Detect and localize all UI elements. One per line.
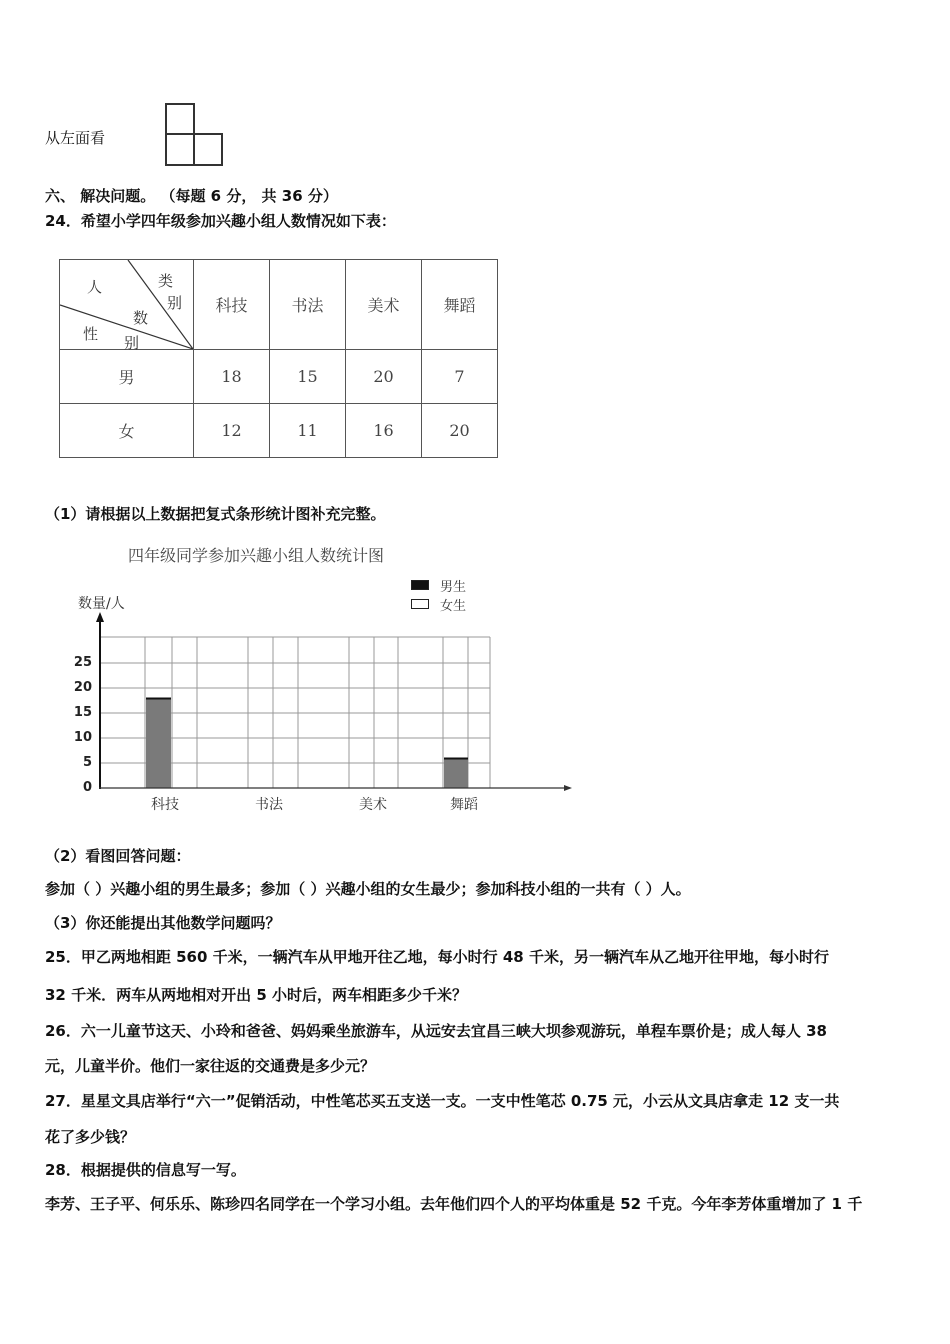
bar-boys-wudao [444,758,468,788]
table-cell: 20 [422,404,498,458]
section-heading: 六、 解决问题。 （每题 6 分， 共 36 分） [45,187,338,205]
view-label: 从左面看 [45,129,106,147]
q28-line1: 28．根据提供的信息写一写。 [45,1161,246,1179]
x-tick: 科技 [151,797,179,813]
table-cell: 11 [270,404,346,458]
q24-part1: （1）请根据以上数据把复式条形统计图补充完整。 [45,505,386,523]
row-label: 男 [60,350,194,404]
corner-label-bie1: 别 [167,294,183,312]
corner-label-bie2: 别 [124,334,140,352]
corner-label-ren: 人 [87,278,103,296]
column-header: 书法 [270,260,346,350]
q27-line1: 27．星星文具店举行“六一”促销活动，中性笔芯买五支送一支。一支中性笔芯 0.75 元，小云从文具店拿走 12 支一共 [45,1092,840,1110]
q25-line2: 32 千米．两车从两地相对开出 5 小时后，两车相距多少千米？ [45,986,467,1004]
q24-part2-text: 参加（ ）兴趣小组的男生最多；参加（ ）兴趣小组的女生最少；参加科技小组的一共有（ ）人。 [45,880,691,898]
table-cell: 20 [346,350,422,404]
legend-label-girls: 女生 [440,599,467,614]
y-tick: 10 [73,730,92,745]
x-tick: 书法 [255,797,283,813]
corner-label-xing: 性 [83,325,99,343]
q24-part3: （3）你还能提出其他数学问题吗？ [45,914,281,932]
legend-label-boys: 男生 [440,580,467,595]
table-cell: 12 [194,404,270,458]
y-tick: 15 [73,705,92,720]
q25-line1: 25．甲乙两地相距 560 千米，一辆汽车从甲地开往乙地，每小时行 48 千米，另一辆汽车从乙地开往甲地，每小时行 [45,948,829,966]
table-cell: 15 [270,350,346,404]
chart-title: 四年级同学参加兴趣小组人数统计图 [128,546,385,565]
y-tick: 25 [73,655,92,670]
y-tick: 20 [73,680,92,695]
y-tick: 5 [82,755,92,770]
q26-line1: 26．六一儿童节这天、小玲和爸爸、妈妈乘坐旅游车，从远安去宜昌三峡大坝参观游玩，单程车票价是；成人每人 38 [45,1022,827,1040]
x-tick: 美术 [359,797,387,813]
q24-intro: 24．希望小学四年级参加兴趣小组人数情况如下表： [45,212,396,230]
column-header: 科技 [194,260,270,350]
column-header: 舞蹈 [422,260,498,350]
corner-label-shu: 数 [133,309,149,327]
bar-boys-keji [146,698,171,788]
q24-part2-title: （2）看图回答问题： [45,847,191,865]
q27-line2: 花了多少钱？ [45,1128,136,1146]
table-cell: 7 [422,350,498,404]
corner-label-lei: 类 [158,272,174,290]
column-header: 美术 [346,260,422,350]
y-tick: 0 [82,780,92,795]
q28-line2: 李芳、王子平、何乐乐、陈珍四名同学在一个学习小组。去年他们四个人的平均体重是 52 千克。今年李芳体重增加了 1 千 [45,1195,863,1213]
table-cell: 18 [194,350,270,404]
q26-line2: 元，儿童半价。他们一家往返的交通费是多少元？ [45,1057,376,1075]
row-label: 女 [60,404,194,458]
y-axis-label: 数量/人 [78,596,125,612]
table-cell: 16 [346,404,422,458]
x-tick: 舞蹈 [450,797,478,813]
